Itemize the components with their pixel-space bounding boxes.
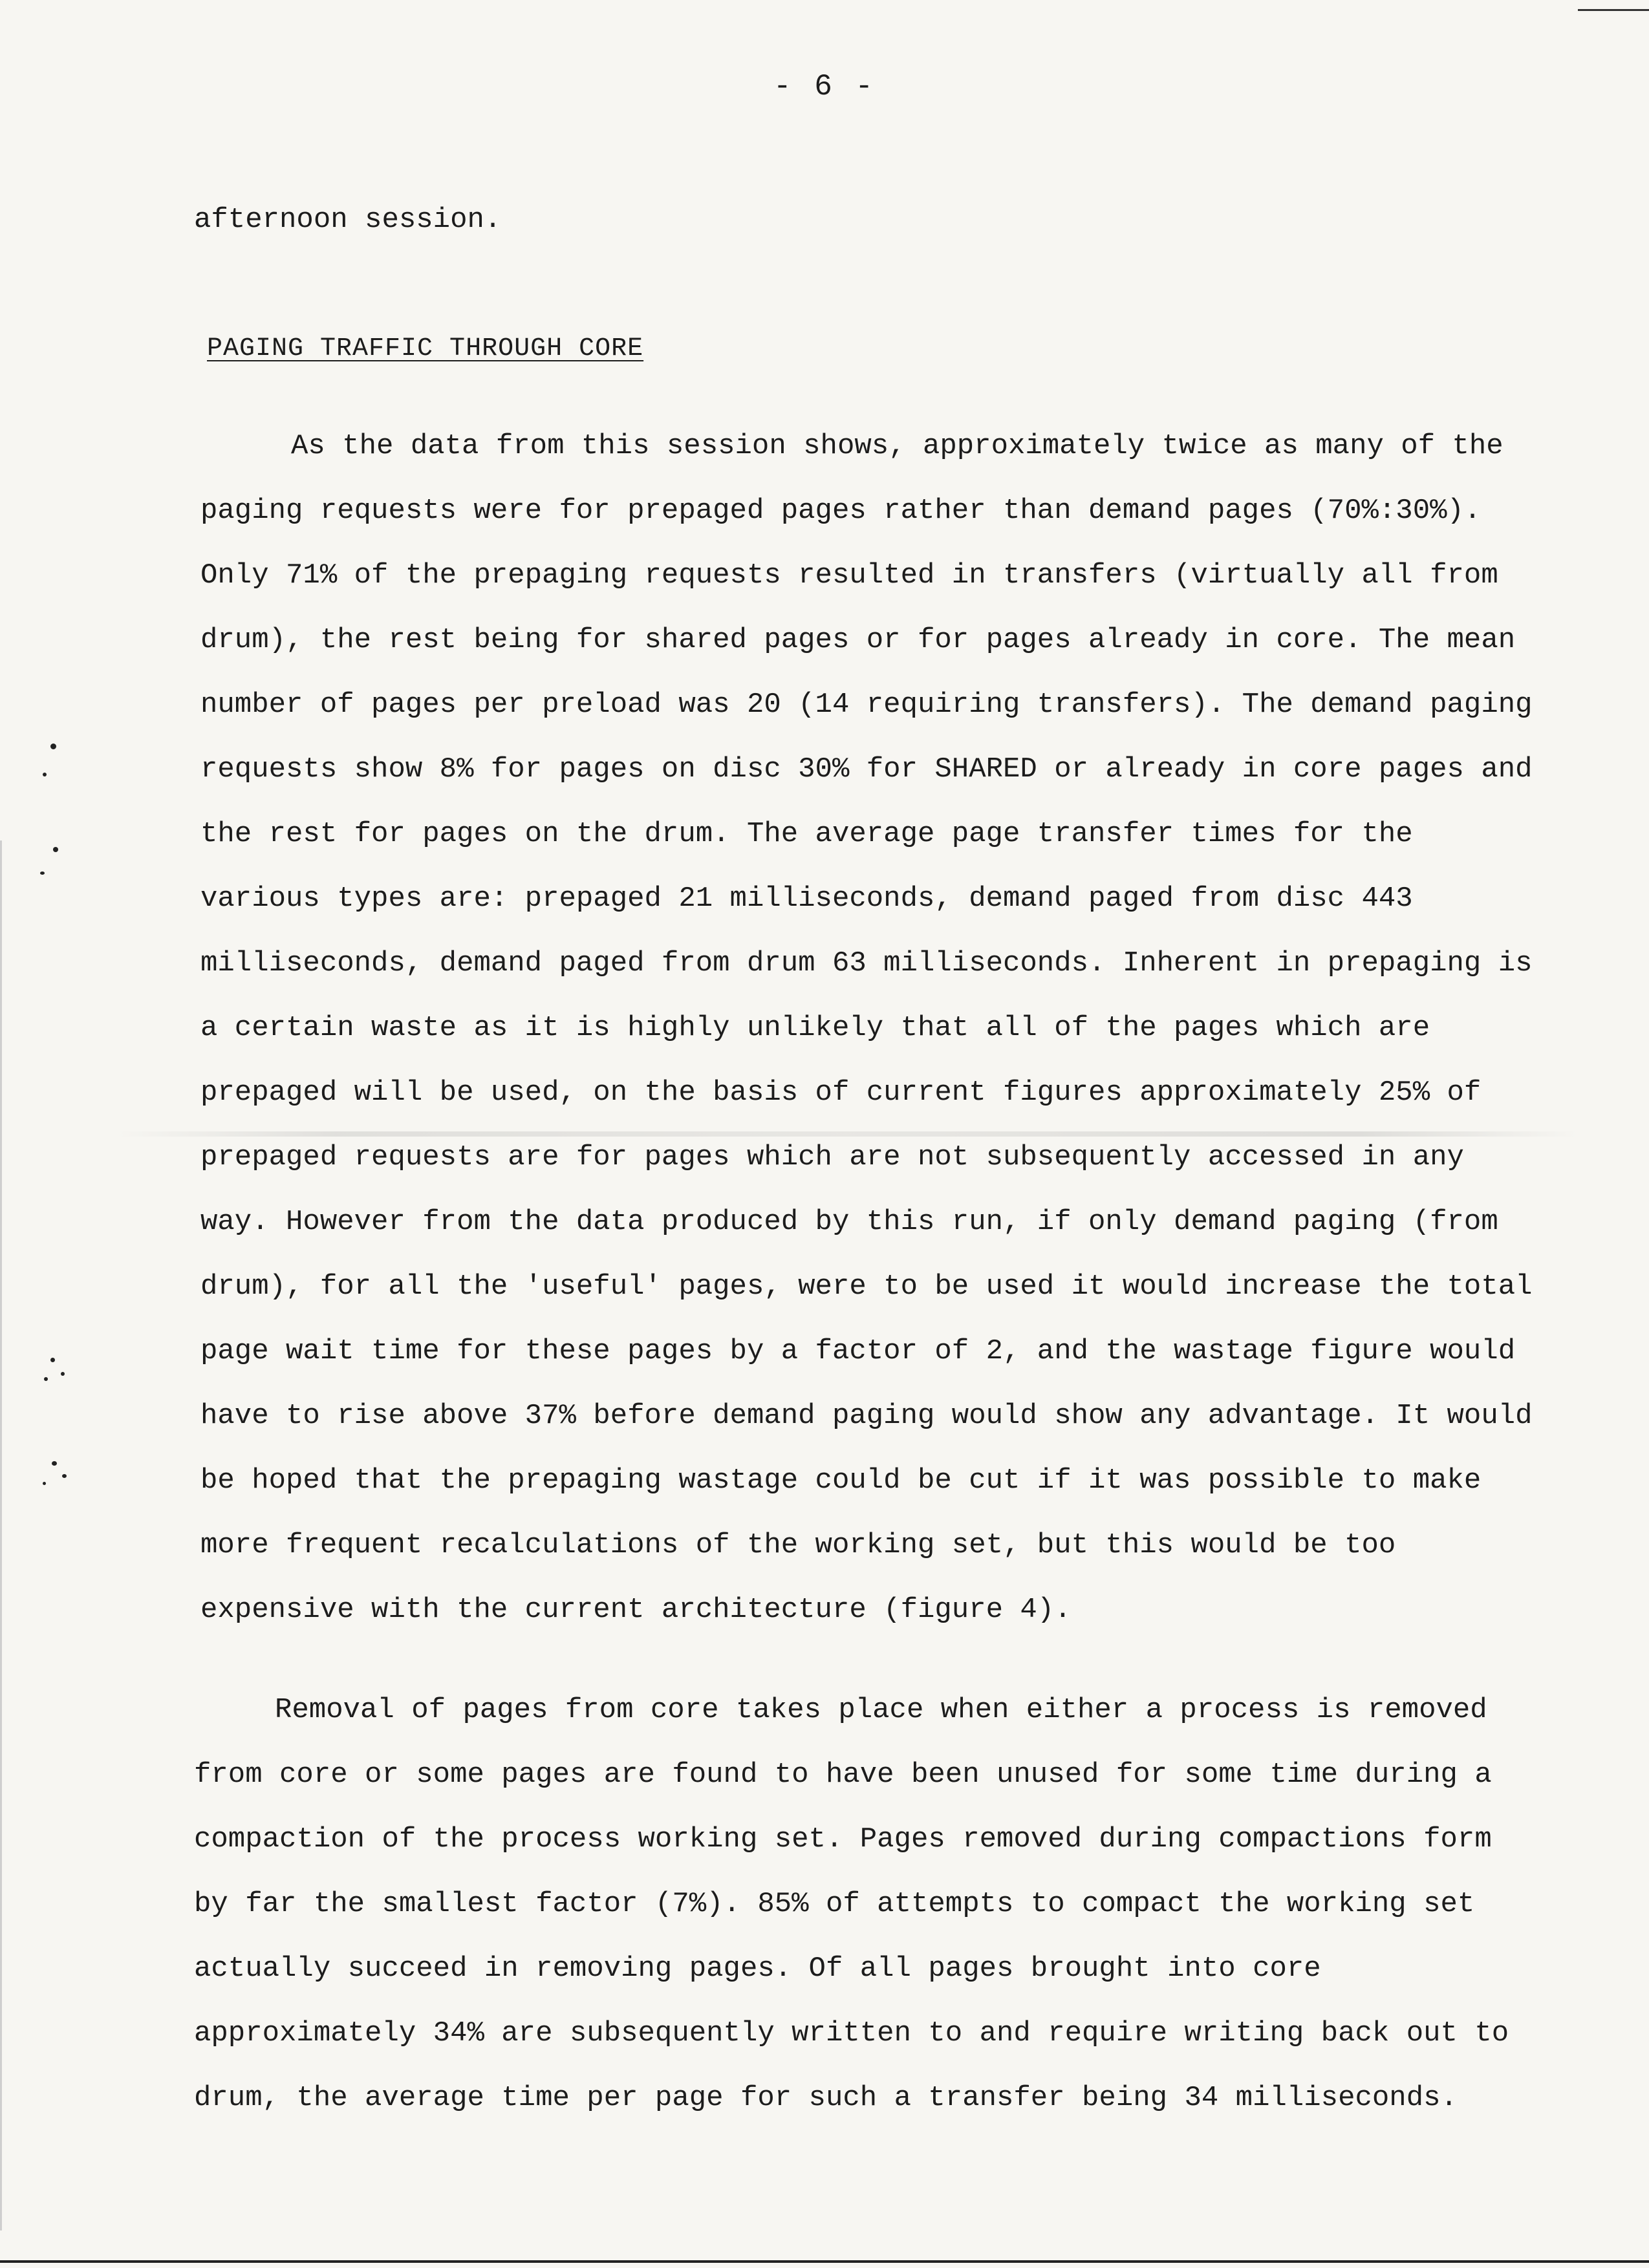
scan-speck	[53, 847, 58, 852]
scan-speck	[43, 773, 47, 776]
bottom-edge-rule	[0, 2260, 1649, 2263]
page-number: - 6 -	[773, 70, 876, 103]
scan-streak	[116, 1131, 1578, 1137]
left-margin-shadow	[0, 840, 2, 2231]
scan-speck	[52, 1461, 57, 1466]
top-edge-rule	[1578, 9, 1649, 11]
scan-speck	[40, 872, 45, 875]
paragraph-page-removal: Removal of pages from core takes place when either a process is removed from core or some pages are found to have been unused for some time during a compaction of the process working set. Pages removed during compactions form by far the smallest factor (7%). 85% of attempts to compact the working set actually succeed in removing pages. Of all pages brought into core approximately 34% are subsequently written to and require writing back out to drum, the average time per page for such a transfer being 34 milliseconds.	[194, 1694, 1526, 2114]
scan-speck	[61, 1372, 65, 1376]
continuation-text: afternoon session.	[194, 204, 502, 236]
scan-speck	[43, 1482, 46, 1485]
scan-speck	[50, 744, 56, 749]
section-heading: PAGING TRAFFIC THROUGH CORE	[207, 334, 644, 363]
scan-speck	[62, 1474, 67, 1478]
scan-speck	[50, 1358, 55, 1362]
scan-speck	[44, 1377, 48, 1381]
paragraph-paging-traffic: As the data from this session shows, approximately twice as many of the paging requests were for prepaged pages rather than demand pages (70%:30%). Only 71% of the prepaging requests resulted in transfers (virtually all from drum), the rest being for shared pages or for pages already in core. The mean number of pages per preload was 20 (14 requiring transfers). The demand paging requests show 8% for pages on disc 30% for SHARED or already in core pages and the rest for pages on the drum. The average page transfer times for the various types are: prepaged 21 milliseconds, demand paged from disc 443 milliseconds, demand paged from drum 63 milliseconds. Inherent in prepaging is a certain waste as it is highly unlikely that all of the pages which are prepaged will be used, on the basis of current figures approximately 25% of prepaged requests are for pages which are not subsequently accessed in any way. However from the data produced by this run, if only demand paging (from drum), for all the 'useful' pages, were to be used it would increase the total page wait time for these pages by a factor of 2, and the wastage figure would have to rise above 37% before demand paging would show any advantage. It would be hoped that the prepaging wastage could be cut if it was possible to make more frequent recalculations of the working set, but this would be too expensive with the current architecture (figure 4).	[200, 430, 1549, 1626]
